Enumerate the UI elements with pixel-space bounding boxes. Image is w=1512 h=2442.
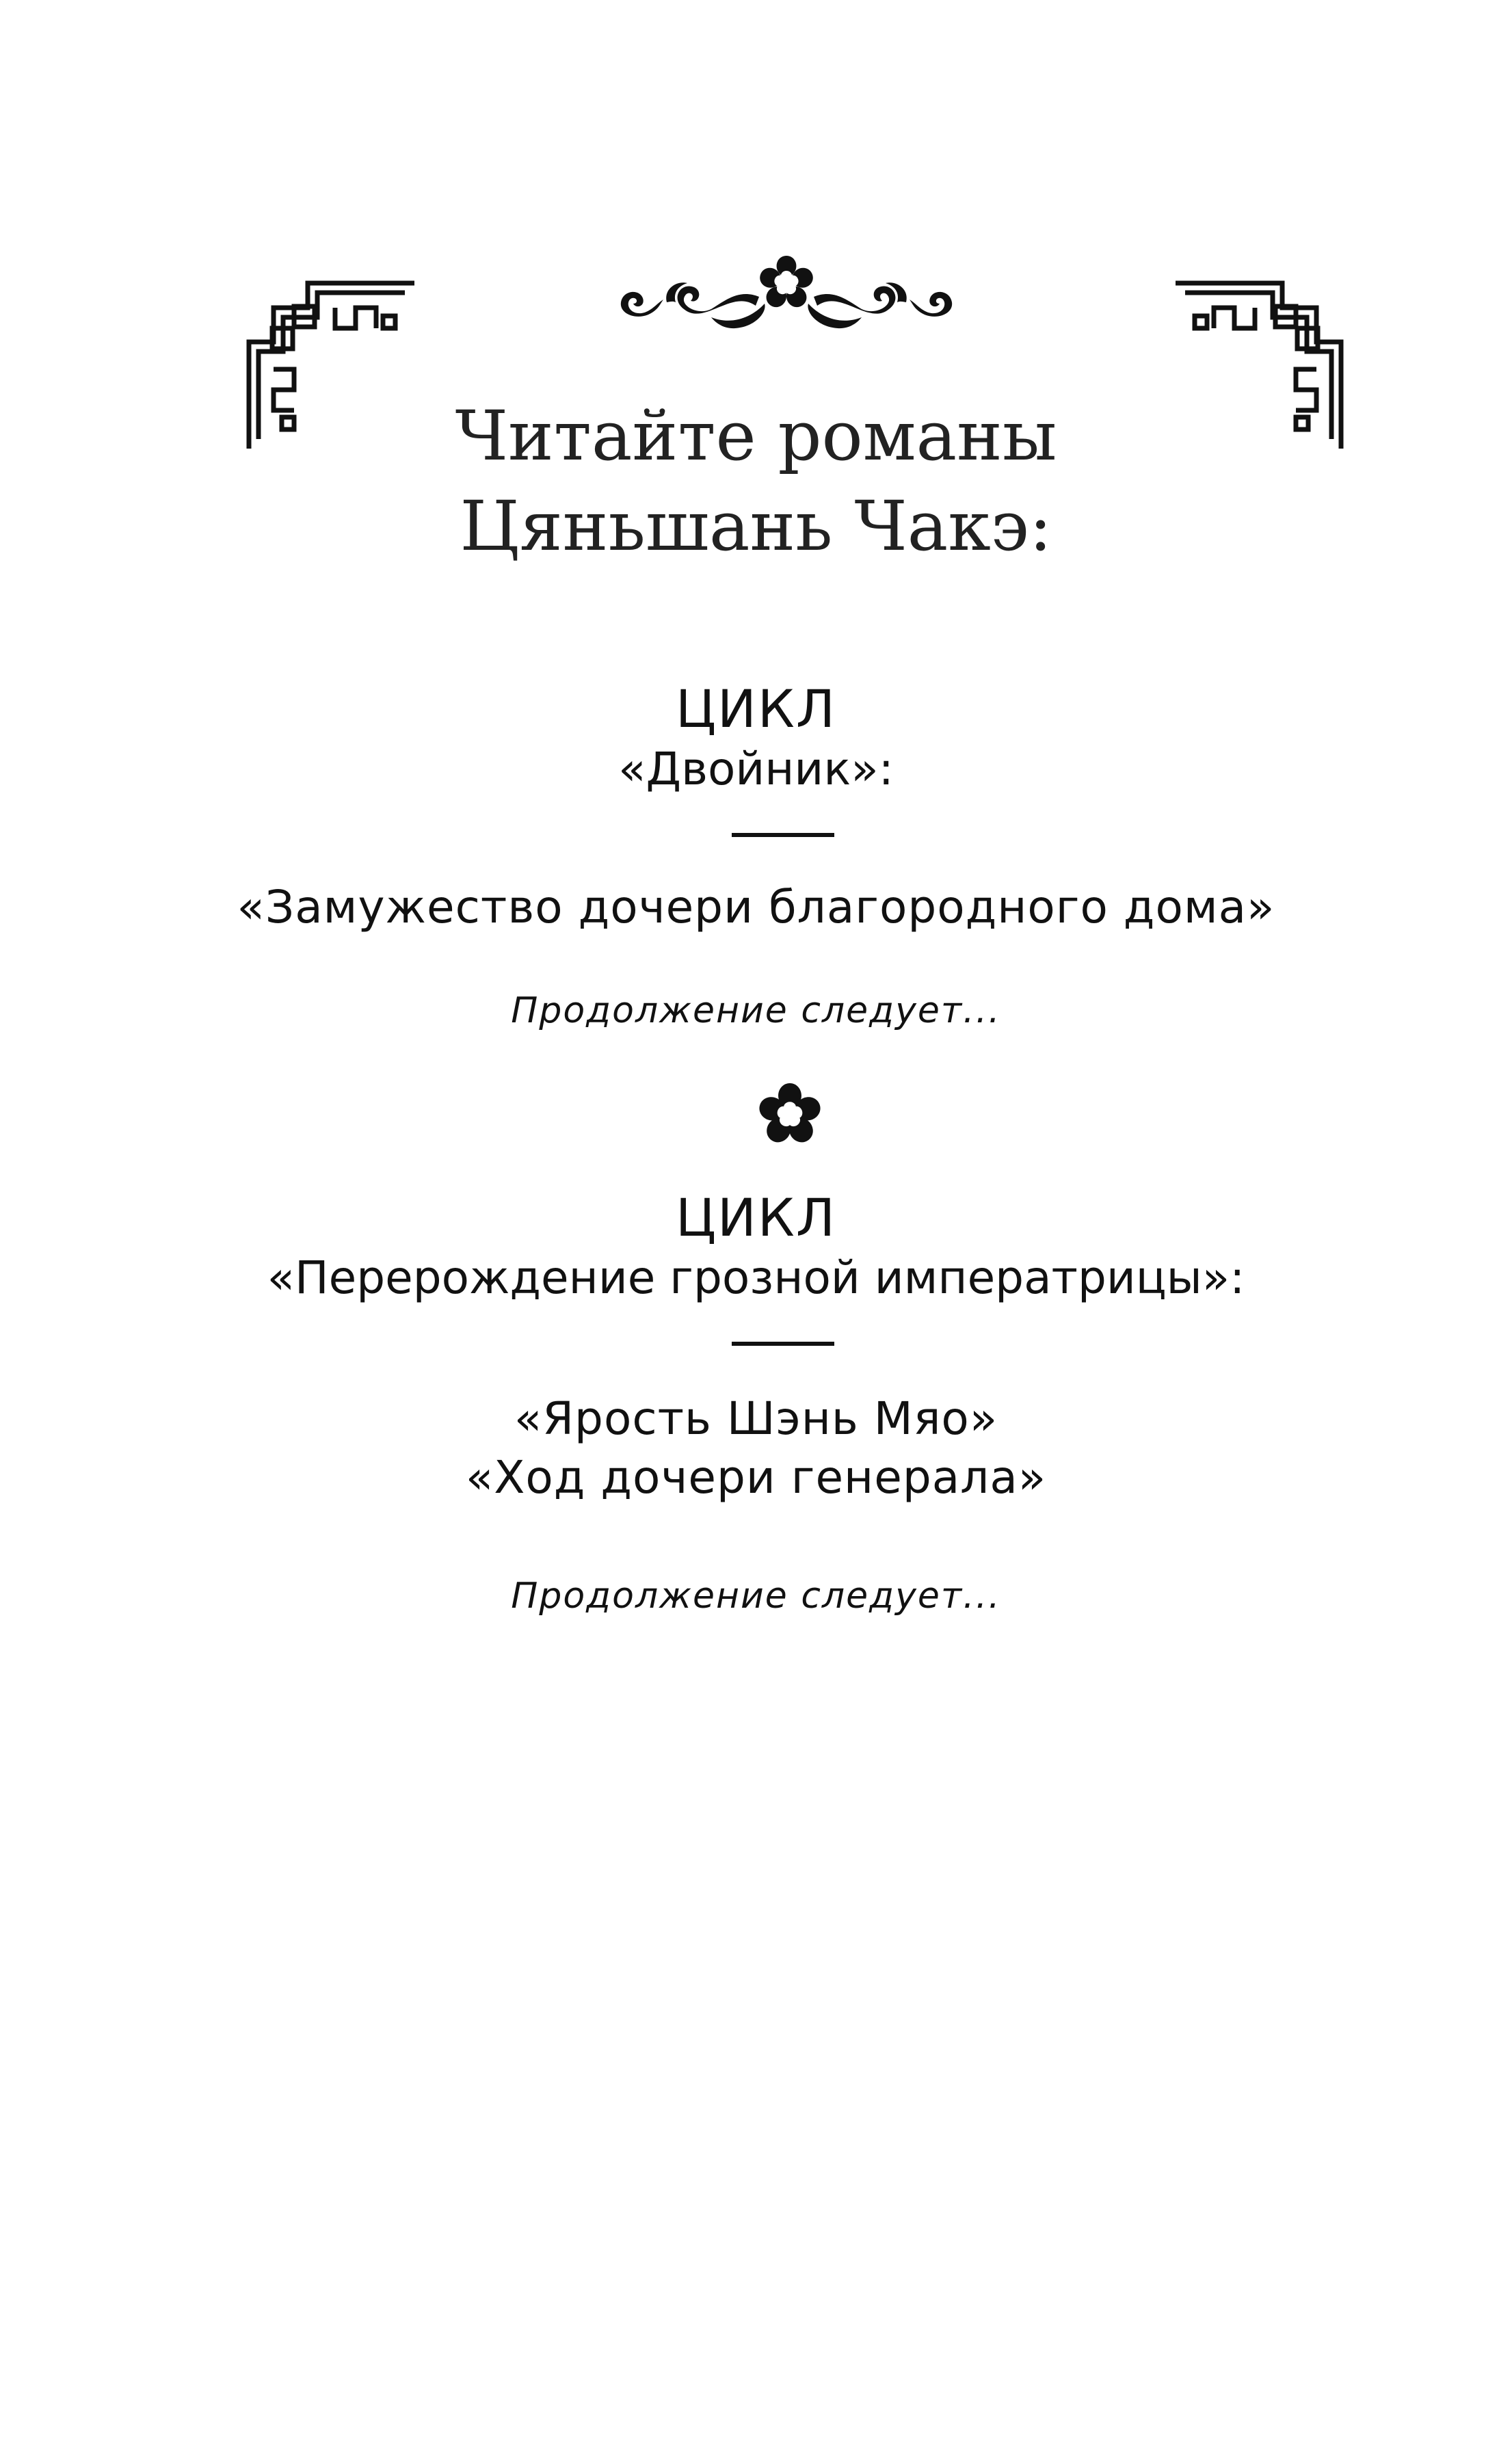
cycle-1-continued-note: Продолжение следует... [511,990,1001,1031]
sakura-flower-icon [756,1080,824,1149]
divider-rule-2 [732,1342,834,1346]
cycle-2-book-1: «Ярость Шэнь Мяо» [514,1392,998,1445]
heading-line-2: Цяньшань Чакэ: [460,486,1052,566]
floral-scroll-ornament-icon [615,241,957,343]
divider-rule-1 [732,833,834,837]
cycle-2-continued-note: Продолжение следует... [511,1576,1001,1617]
cycle-1-name: «Двойник»: [618,743,894,795]
cycle-2-name: «Перерождение грозной императрицы»: [267,1251,1245,1304]
heading-line-1: Читайте романы [455,396,1057,476]
cycle-1-label: ЦИКЛ [676,678,836,739]
cycle-2-book-2: «Ход дочери генерала» [465,1451,1047,1504]
cycle-1-book-1: «Замужество дочери благородного дома» [237,881,1275,933]
cycle-2-label: ЦИКЛ [676,1187,836,1248]
